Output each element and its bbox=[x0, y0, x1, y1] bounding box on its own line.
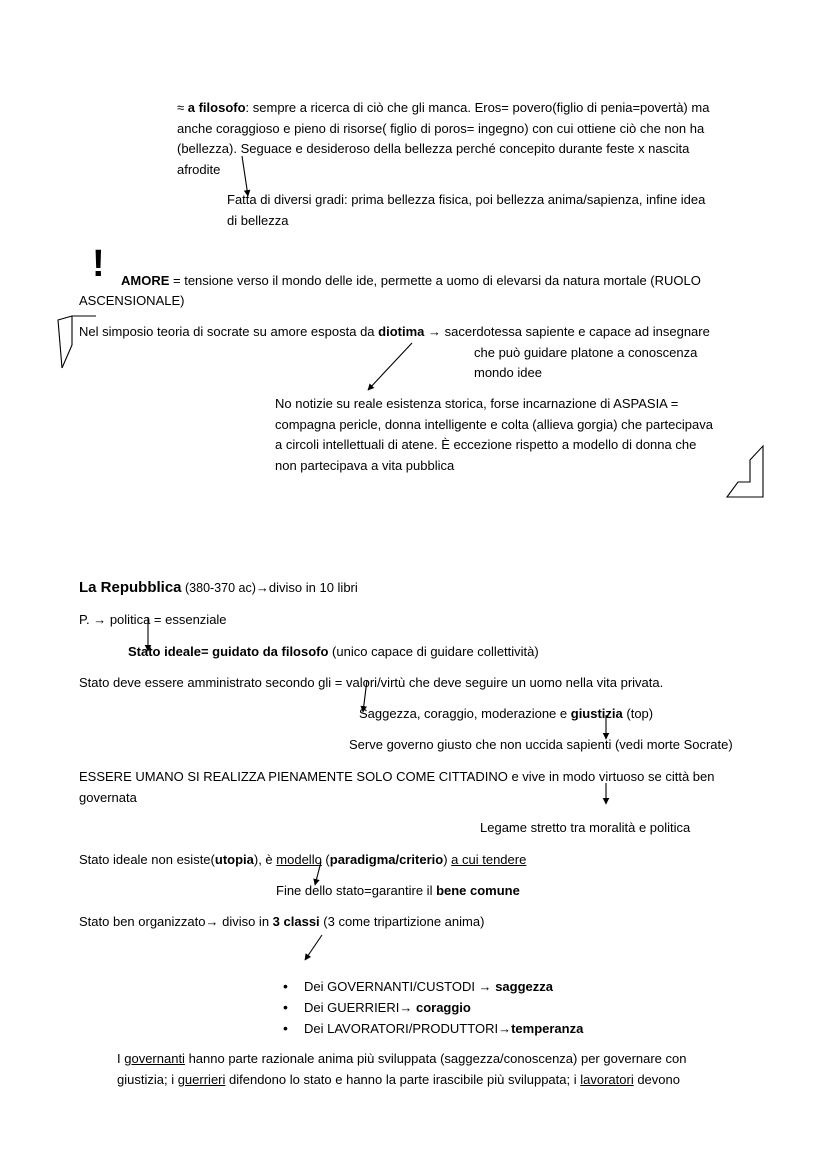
utopia-line bbox=[79, 850, 526, 871]
amore-line-2: ASCENSIONALE) bbox=[79, 293, 185, 308]
eros-line-2: anche coraggioso e pieno di risorse( figlio di poros= ingegno) con cui ottiene ciò che non ha bbox=[177, 120, 705, 136]
classi-bold: 3 classi bbox=[272, 914, 320, 929]
aspasia-line-3: a circoli intellettuali di atene. È eccezione rispetto a modello di donna che bbox=[275, 437, 697, 452]
essere-umano-line-1: ESSERE UMANO SI REALIZZA PIENAMENTE SOLO COME CITTADINO e vive in modo virtuoso se città ben bbox=[79, 769, 715, 784]
final-line-2 bbox=[117, 1070, 680, 1091]
bullet-text: Dei LAVORATORI/PRODUTTORI→ bbox=[304, 1021, 512, 1036]
amore-line-1 bbox=[121, 271, 701, 292]
fine-stato-line bbox=[276, 881, 520, 902]
eros-line-3: (bellezza). Seguace e desideroso della bellezza perché concepito durante feste x nascita bbox=[177, 141, 690, 156]
simposio-line-1 bbox=[79, 322, 710, 343]
list-item bbox=[283, 997, 583, 1018]
p-politica-line: P. → politica = essenziale bbox=[79, 612, 227, 627]
bullet-text: Dei GOVERNANTI/CUSTODI → bbox=[304, 979, 496, 994]
repubblica-date: (380-370 ac) bbox=[181, 581, 256, 595]
virtu-pre: Saggezza, coraggio, moderazione e bbox=[359, 706, 571, 721]
bullet-bold: temperanza bbox=[511, 1021, 584, 1036]
bullet-text: Dei GUERRIERI→ bbox=[304, 1000, 416, 1015]
eros-head: a filosofo bbox=[187, 100, 246, 115]
final-text: devono bbox=[633, 1071, 680, 1087]
utopia-bold: utopia bbox=[214, 852, 254, 867]
exclamation-icon: ! bbox=[92, 243, 105, 285]
final-text: difendono lo stato e hanno la parte irascibile più sviluppata; i bbox=[225, 1071, 581, 1087]
stato-ideale-rest: (unico capace di guidare collettività) bbox=[328, 644, 539, 659]
repubblica-rest: →diviso in 10 libri bbox=[255, 580, 358, 595]
final-text: I bbox=[117, 1051, 125, 1066]
governo-line: Serve governo giusto che non uccida sapienti (vedi morte Socrate) bbox=[349, 737, 733, 752]
simposio-post: → sacerdotessa sapiente e capace ad insegnare bbox=[424, 324, 710, 339]
bracket-left-inner-icon bbox=[58, 316, 72, 368]
aspasia-line-2: compagna pericle, donna intelligente e colta (allieva gorgia) che partecipava bbox=[275, 416, 713, 432]
classi-list bbox=[283, 976, 583, 1039]
bene-comune: bene comune bbox=[436, 883, 520, 898]
utopia-text-3: ( bbox=[321, 852, 330, 867]
bullet-bold: saggezza bbox=[495, 979, 553, 994]
paradigma-bold: paradigma/criterio bbox=[329, 852, 444, 867]
modello-underlined: modello bbox=[276, 852, 322, 867]
arrow-diagonal-icon bbox=[305, 935, 322, 960]
amministrato-line: Stato deve essere amministrato secondo gli = valori/virtù che deve seguire un uomo nella vita privata. bbox=[79, 675, 664, 690]
simposio-line-2: che può guidare platone a conoscenza bbox=[474, 344, 698, 360]
arrow-diagonal-icon bbox=[368, 343, 412, 390]
stato-ideale-bold: Stato ideale= guidato da filosofo bbox=[128, 644, 329, 659]
bullet-bold: coraggio bbox=[415, 1000, 471, 1015]
eros-line-1 bbox=[177, 98, 709, 119]
utopia-text-2: ), è bbox=[253, 852, 277, 867]
guerrieri-underlined: guerrieri bbox=[177, 1071, 226, 1087]
classi-line bbox=[79, 912, 484, 933]
governanti-underlined: governanti bbox=[124, 1051, 185, 1066]
approx-symbol: ≈ bbox=[177, 100, 188, 115]
virtu-line bbox=[359, 704, 653, 725]
repubblica-title: La Repubblica bbox=[79, 579, 182, 596]
final-line-1 bbox=[117, 1049, 687, 1070]
utopia-text-1: Stato ideale non esiste( bbox=[79, 852, 215, 867]
lavoratori-underlined: lavoratori bbox=[580, 1071, 634, 1087]
amore-text: = tensione verso il mondo delle ide, permette a uomo di elevarsi da natura mortale (RUOLO bbox=[169, 273, 701, 288]
gradi-line-1: Fatta di diversi gradi: prima bellezza fisica, poi bellezza anima/sapienza, infine idea bbox=[227, 192, 706, 207]
eros-text-1: : sempre a ricerca di ciò che gli manca. Eros= povero(figlio di penia=povertà) ma bbox=[245, 100, 710, 115]
stato-ideale-line bbox=[128, 642, 539, 663]
simposio-line-3: mondo idee bbox=[474, 365, 542, 380]
list-item bbox=[283, 976, 583, 997]
final-text: giustizia; i bbox=[117, 1071, 178, 1087]
classi-pre: Stato ben organizzato→ diviso in bbox=[79, 914, 273, 929]
aspasia-line-1: No notizie su reale esistenza storica, forse incarnazione di ASPASIA = bbox=[275, 396, 679, 411]
virtu-giustizia: giustizia bbox=[570, 706, 623, 721]
diotima: diotima bbox=[378, 324, 425, 339]
aspasia-line-4: non partecipava a vita pubblica bbox=[275, 457, 455, 473]
classi-post: (3 come tripartizione anima) bbox=[319, 914, 485, 929]
repubblica-heading bbox=[79, 578, 358, 599]
legame-line: Legame stretto tra moralità e politica bbox=[480, 820, 691, 835]
virtu-post: (top) bbox=[622, 706, 654, 721]
a-cui-tendere-underlined: a cui tendere bbox=[451, 852, 527, 867]
eros-line-4: afrodite bbox=[177, 161, 221, 177]
fine-pre: Fine dello stato=garantire il bbox=[276, 883, 437, 898]
utopia-text-4: ) bbox=[443, 852, 452, 867]
amore-head: AMORE bbox=[121, 273, 170, 288]
list-item bbox=[283, 1018, 583, 1039]
simposio-pre: Nel simposio teoria di socrate su amore esposta da bbox=[79, 324, 379, 339]
final-text: hanno parte razionale anima più sviluppata (saggezza/conoscenza) per governare con bbox=[184, 1051, 687, 1066]
essere-umano-line-2: governata bbox=[79, 789, 137, 805]
bracket-right-icon bbox=[727, 446, 763, 497]
gradi-line-2: di bellezza bbox=[227, 212, 289, 228]
